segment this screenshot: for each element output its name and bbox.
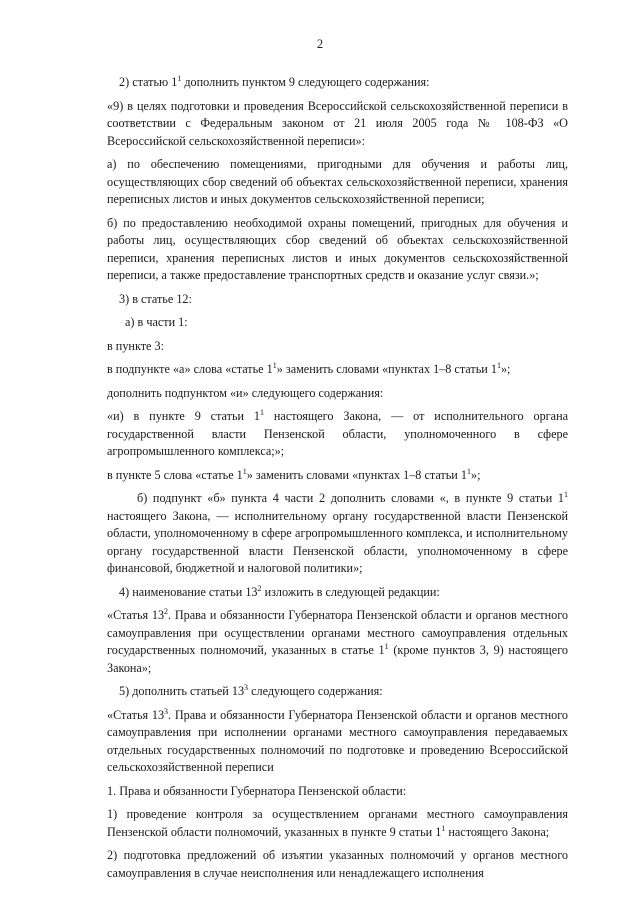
paragraph-article-13-3-part-1 (107, 783, 568, 801)
text-run: а) по обеспечению помещениями, пригодными для обучения и работы лиц, осуществляющих сбор сведений об объектах сельскохозяйственной переписи, хранения переписных листов и иных документов сельскохозяйственной переписи; (107, 157, 568, 206)
text-run: 3) в статье 12: (119, 291, 192, 306)
text-run: . Права и обязанности Губернатора Пензенской области и органов местного самоуправления при осуществлении органами местного самоуправления отдельных государственных полномочий, указанных в статье 1 (107, 608, 569, 657)
paragraph-subclause-i (107, 408, 568, 461)
paragraph-item-2 (107, 74, 568, 92)
text-run: в подпункте «а» слова «статье 1 (107, 362, 273, 376)
superscript: 1 (384, 642, 389, 651)
superscript: 3 (244, 683, 249, 692)
paragraph-article-13-3-1-1 (107, 806, 568, 841)
superscript: 2 (257, 583, 262, 593)
text-run: дополнить пунктом 9 следующего содержания: (181, 75, 430, 89)
paragraph-item-5 (107, 683, 568, 701)
paragraph-item-3-subclause-a (107, 361, 568, 379)
text-run: б) подпункт «б» пункта 4 части 2 дополнить словами «, в пункте 9 статьи 1 (137, 491, 564, 505)
superscript: 1 (260, 408, 265, 417)
text-run: в пункте 5 слова «статье 1 (107, 467, 243, 482)
text-run: «Статья 13 (107, 707, 165, 722)
paragraph-article-13-3-1-2 (107, 847, 568, 882)
text-run: »; (470, 467, 481, 482)
text-run: «9) в целях подготовки и проведения Всероссийской сельскохозяйственной переписи в соответствии с Федеральным законом от 21 июля 2005 года № 108-ФЗ «О Всероссийской сельскохозяйственной переписи»: (107, 98, 568, 148)
superscript: 1 (272, 361, 277, 370)
text-run: 2) статью 1 (119, 75, 178, 89)
text-run: «и) в пункте 9 статьи 1 (107, 409, 261, 423)
text-run: в пункте 3: (107, 338, 164, 353)
text-run: »; (500, 362, 511, 376)
paragraph-article-13-2 (107, 607, 568, 677)
text-run: настоящего Закона, — от исполнительного органа государственной власти Пензенской области, уполномоченного в сфере агропромышленного комплекса;»; (107, 409, 569, 458)
text-run: следующего содержания: (248, 684, 383, 698)
paragraph-item-3-clause-3 (107, 338, 568, 356)
text-run: 1) проведение контроля за осуществлением органами местного самоуправления Пензенской области полномочий, указанных в пункте 9 статьи 1 (107, 807, 568, 839)
text-run: настоящего Закона, — исполнительному органу государственной власти Пензенской области, уполномоченному в сфере агропромышленного комплекса, и исполнительному органу государственной власти Пензенской области, уполномоченному в сфере финансовой, бюджетной и налоговой политики»; (107, 508, 568, 575)
paragraph-point-9-b (107, 215, 568, 285)
text-run: (кроме пунктов 3, 9) настоящего Закона»; (107, 643, 568, 675)
text-run: 2) подготовка предложений об изъятии указанных полномочий у органов местного самоуправления в случае неисполнения или ненадлежащего исполнения (107, 848, 568, 880)
superscript: 1 (496, 361, 501, 370)
text-run: «Статья 13 (107, 608, 165, 622)
superscript: 1 (564, 490, 568, 499)
paragraph-item-4 (107, 584, 568, 602)
text-run: 5) дополнить статьей 13 (119, 684, 245, 698)
paragraph-item-3-a (107, 314, 568, 332)
superscript: 1 (242, 466, 247, 476)
superscript: 2 (164, 607, 169, 616)
text-run: а) в части 1: (125, 315, 188, 329)
paragraph-point-9 (107, 98, 568, 151)
text-run: 1. Права и обязанности Губернатора Пензенской области: (107, 783, 407, 798)
text-run: б) по предоставлению необходимой охраны помещений, пригодных для обучения и работы лиц, осуществляющих сбор сведений об объектах сельскохозяйственной переписи, хранения переписных листов и иных документов сельскохозяйственной переписи, а также предоставление транспортных средств и оказание услуг связи.»; (107, 215, 568, 282)
paragraph-item-3-clause-5 (107, 467, 568, 485)
paragraph-item-3-add (107, 385, 568, 403)
paragraph-item-3-b (107, 490, 568, 578)
text-run: » заменить словами «пунктах 1–8 статьи 1 (246, 467, 467, 482)
page-number: 2 (316, 37, 324, 51)
paragraph-article-13-3 (107, 707, 568, 777)
paragraph-item-3 (107, 291, 568, 309)
text-run: 4) наименование статьи 13 (119, 584, 258, 599)
text-run: » заменить словами «пунктах 1–8 статьи 1 (276, 362, 497, 376)
superscript: 1 (441, 823, 446, 833)
text-run: дополнить подпунктом «и» следующего содержания: (107, 385, 384, 400)
superscript: 1 (177, 74, 182, 83)
text-run: изложить в следующей редакции: (261, 584, 440, 599)
text-run: . Права и обязанности Губернатора Пензенской области и органов местного самоуправления при исполнении органами местного самоуправления передаваемых отдельных государственных полномочий по подготовке и проведению Всероссийской сельскохозяйственной переписи (107, 707, 569, 774)
superscript: 3 (164, 706, 169, 716)
document-body (107, 74, 568, 888)
text-run: настоящего Закона; (445, 824, 550, 839)
superscript: 1 (466, 466, 471, 476)
paragraph-point-9-a (107, 156, 568, 209)
